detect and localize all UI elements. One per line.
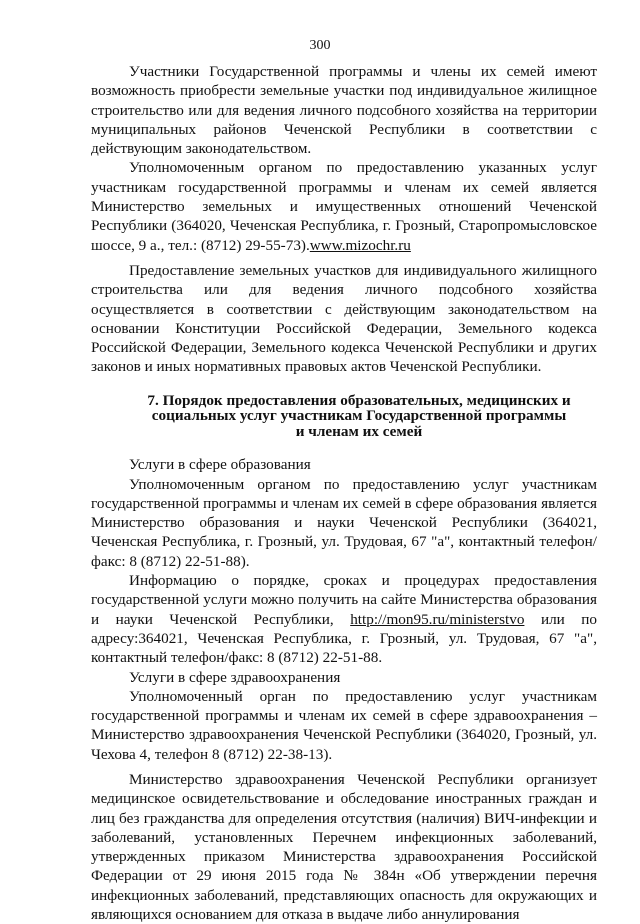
paragraph-land-legal-basis: Предоставление земельных участков для индивидуального жилищного строительства или для ведения личного подсобного хозяйства осуществляется в соответствии с действующим законодательством на основании Конституции Российской Федерации, Земельного кодекса Российской Федерации, Земельного кодекса Чеченской Республики и других законов и иных нормативных правовых актов Чеченской Республики. <box>91 261 597 376</box>
paragraph-education-ministry: Уполномоченным органом по предоставлению услуг участникам государственной программы и членам их семей в сфере образования является Министерство образования и науки Чеченской Республики (364021, Чеченская Республика, г. Грозный, ул. Трудовая, 67 "а", контактный телефон/факс: 8 (8712) 22-51-88). <box>91 475 597 570</box>
section-heading-line-3: и членам их семей <box>295 422 423 440</box>
page-number: 300 <box>309 38 331 53</box>
subheading-education: Услуги в сфере образования <box>129 456 311 474</box>
paragraph-land-ministry <box>91 158 597 254</box>
section-heading-7 <box>91 393 597 440</box>
paragraph-health-examination: Министерство здравоохранения Чеченской Республики организует медицинское освидетельствование и обследование иностранных граждан и лиц без гражданства для определения отсутствия (наличия) ВИЧ-инфекции и заболеваний, установленных Перечнем инфекционных заболеваний, утвержденных приказом Министерства здравоохранения Российской Федерации от 29 июня 2015 года № 384н «Об утверждении перечня инфекционных заболеваний, представляющих опасность для окружающих и являющихся основанием для отказа в выдаче либо аннулирования <box>91 771 597 924</box>
mon95-link[interactable]: http://mon95.ru/ministerstvo <box>350 610 525 628</box>
subheading-health: Услуги в сфере здравоохранения <box>129 668 341 686</box>
paragraph-land-plots: Участники Государственной программы и члены их семей имеют возможность приобрести земельные участки под индивидуальное жилищное строительство или для ведения личного подсобного хозяйства на территории муниципальных районов Чеченской Республики в соответствии с действующим законодательством. <box>91 63 597 158</box>
paragraph-land-ministry-text: Уполномоченным органом по предоставлению указанных услуг участникам государственной программы и членам их семей является Министерство земельных и имущественных отношений Чеченской Республики (364020, Чеченская Республика, г. Грозный, Старопромысловское шоссе, 9 а., тел.: (8712) 29-55-73). <box>91 159 597 254</box>
paragraph-education-info-start: Информацию о порядке, сроках и процедурах предоставления государственной услуги можно получить на сайте Министерства образования и науки Чеченской Республики, <box>91 572 597 628</box>
paragraph-education-info-end: или по адресу:364021, Чеченская Республика, г. Грозный, ул. Трудовая, 67 "а", контактный телефон/факс: 8 (8712) 22-51-88. <box>91 610 598 667</box>
section-heading-line-2: социальных услуг участникам Государственной программы <box>151 407 567 425</box>
paragraph-health-ministry: Уполномоченный орган по предоставлению услуг участникам государственной программы и членам их семей в сфере здравоохранения – Министерство здравоохранения Чеченской Республики (364020, Грозный, ул. Чехова 4, телефон 8 (8712) 22-38-13). <box>91 687 597 763</box>
paragraph-education-info <box>91 571 597 667</box>
section-heading-line-1: 7. Порядок предоставления образовательных, медицинских и <box>147 391 571 409</box>
document-body <box>91 62 597 924</box>
mizochr-link[interactable]: www.mizochr.ru <box>309 236 411 254</box>
